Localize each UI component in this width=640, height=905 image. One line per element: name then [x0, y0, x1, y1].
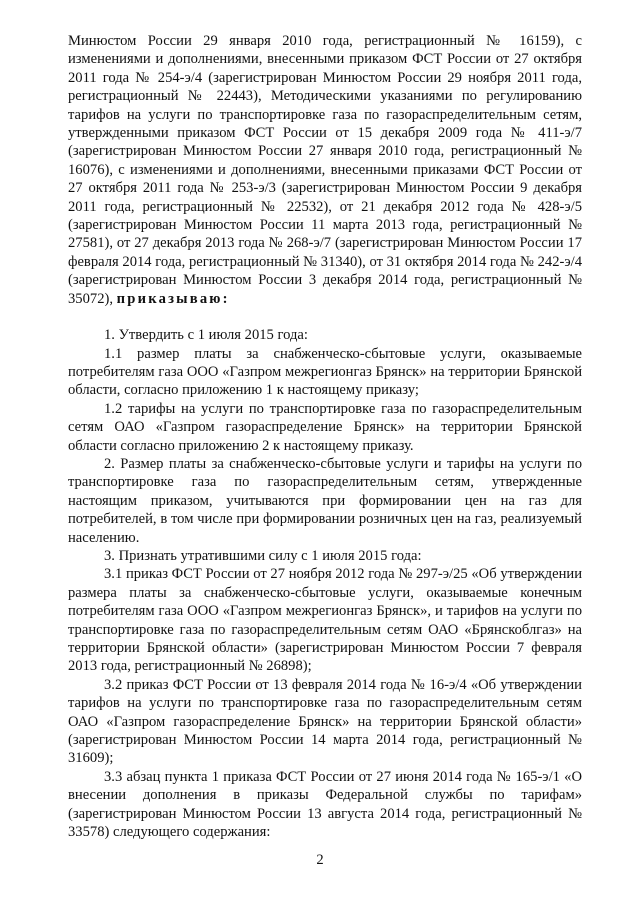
paragraph-1-2: 1.2 тарифы на услуги по транспортировке газа по газораспределительным сетям ОАО «Газпром газораспределение Брянск» на территории Брянской области согласно приложению 2 к настоящему приказу. [68, 400, 582, 454]
paragraph-1-1: 1.1 размер платы за снабженческо-сбытовые услуги, оказываемые потребителям газа ООО «Газпром межрегионгаз Брянск» на территории Брянской области, согласно приложению 1 к настоящему приказу; [68, 345, 582, 399]
paragraph-3-1: 3.1 приказ ФСТ России от 27 ноября 2012 года № 297-э/25 «Об утверждении размера платы за снабженческо-сбытовые услуги, оказываемые конечным потребителям газа ООО «Газпром межрегионгаз Брянск», и тарифов на услуги по транспортировке газа по газораспределительным сетям ОАО «Брянскоблгаз» на территории Брянской области» (зарегистрирован Минюстом России 7 февраля 2013 года, регистрационный № 26898); [68, 566, 582, 675]
paragraph-3-2: 3.2 приказ ФСТ России от 13 февраля 2014 года № 16-э/4 «Об утверждении тарифов на услуги по транспортировке газа по газораспределительным сетям ОАО «Газпром газораспределение Брянск» на территории Брянской области» (зарегистрирован Минюстом России 14 марта 2014 года, регистрационный № 31609); [68, 676, 582, 767]
page-number: 2 [316, 852, 324, 868]
order-word: приказываю: [116, 290, 230, 307]
intro-paragraph [68, 32, 582, 308]
document-page [68, 32, 582, 841]
intro-text: Минюстом России 29 января 2010 года, регистрационный № 16159), с изменениями и дополнениями, внесенными приказом ФСТ России от 27 октября 2011 года № 254-э/4 (зарегистрирован Минюстом России 29 ноября 2011 года, регистрационный № 22443), Методическими указаниями по регулированию тарифов на услуги по транспортировке газа по газораспределительным сетям, утвержденными приказом ФСТ России от 15 декабря 2009 года № 411-э/7 (зарегистрирован Минюстом России 27 января 2010 года, регистрационный № 16076), с изменениями и дополнениями, внесенными приказами ФСТ России от 27 октября 2011 года № 253-э/3 (зарегистрирован Минюстом России 9 декабря 2011 года, регистрационный № 22532), от 21 декабря 2012 года № 428-э/5 (зарегистрирован Минюстом России 11 марта 2013 года, регистрационный № 27581), от 27 декабря 2013 года № 268-э/7 (зарегистрирован Минюстом России 17 февраля 2014 года, регистрационный № 31340), от 31 октября 2014 года № 242-э/4 (зарегистрирован Минюстом России 3 декабря 2014 года, регистрационный № 35072), [68, 33, 582, 307]
paragraph-2: 2. Размер платы за снабженческо-сбытовые услуги и тарифы на услуги по транспортировке газа по газораспределительным сетям, утвержденные настоящим приказом, учитываются при формировании цен на газ для потребителей, в том числе при формировании розничных цен на газ, реализуемый населению. [68, 455, 582, 546]
paragraph-3: 3. Признать утратившими силу с 1 июля 2015 года: [104, 547, 422, 564]
paragraph-3-3: 3.3 абзац пункта 1 приказа ФСТ России от 27 июня 2014 года № 165-э/1 «О внесении дополнения в приказы Федеральной службы по тарифам» (зарегистрирован Минюстом России 13 августа 2014 года, регистрационный № 33578) следующего содержания: [68, 768, 582, 841]
paragraph-1: 1. Утвердить с 1 июля 2015 года: [104, 327, 308, 344]
